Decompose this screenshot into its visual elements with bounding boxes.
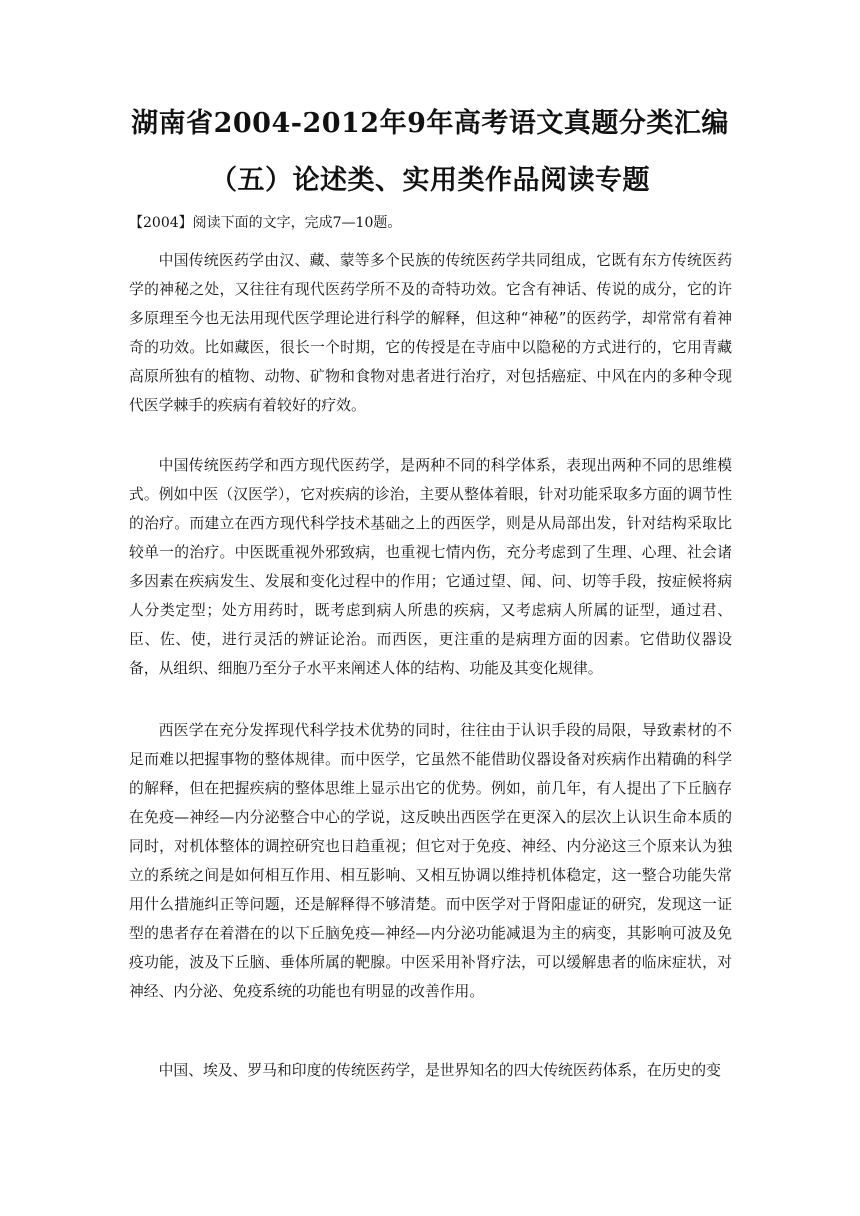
- document-title: 湖南省2004-2012年9年高考语文真题分类汇编: [131, 108, 729, 139]
- body-paragraph-3: 西医学在充分发挥现代科学技术优势的同时，往往由于认识手段的局限，导致素材的不足而难以把握事物的整体规律。而中医学，它虽然不能借助仪器设备对疾病作出精确的科学的解释，但在把握疾病的整体思维上显示出它的优势。例如，前几年，有人提出了下丘脑存在免疫—神经—内分泌整合中心的学说，这反映出西医学在更深入的层次上认识生命本质的同时，对机体整体的调控研究也日趋重视；但它对于免疫、神经、内分泌这三个原来认为独立的系统之间是如何相互作用、相互影响、又相互协调以维持机体稳定，这一整合功能失常用什么措施纠正等问题，还是解释得不够清楚。而中医学对于肾阳虚证的研究，发现这一证型的患者存在着潜在的以下丘脑免疫—神经—内分泌功能减退为主的病变，其影响可波及免疫功能，波及下丘脑、垂体所属的靶腺。中医采用补肾疗法，可以缓解患者的临床症状，对神经、内分泌、免疫系统的功能也有明显的改善作用。: [129, 722, 732, 1000]
- question-intro: 【2004】阅读下面的文字，完成7—10题。: [129, 215, 402, 231]
- body-paragraph-4: 中国、埃及、罗马和印度的传统医药学，是世界知名的四大传统医药体系，在历史的变: [158, 1062, 721, 1079]
- body-paragraph-2: 中国传统医药学和西方现代医药学，是两种不同的科学体系，表现出两种不同的思维模式。例如中医（汉医学），它对疾病的诊治，主要从整体着眼，针对功能采取多方面的调节性的治疗。而建立在西方现代科学技术基础之上的西医学，则是从局部出发，针对结构采取比较单一的治疗。中医既重视外邪致病，也重视七情内伤，充分考虑到了生理、心理、社会诸多因素在疾病发生、发展和变化过程中的作用；它通过望、闻、问、切等手段，按症候将病人分类定型；处方用药时，既考虑到病人所患的疾病，又考虑病人所属的证型，通过君、臣、佐、使，进行灵活的辨证论治。而西医，更注重的是病理方面的因素。它借助仪器设备，从组织、细胞乃至分子水平来阐述人体的结构、功能及其变化规律。: [129, 457, 732, 677]
- body-paragraph-1: 中国传统医药学由汉、藏、蒙等多个民族的传统医药学共同组成，它既有东方传统医药学的神秘之处，又往往有现代医药学所不及的奇特功效。它含有神话、传说的成分，它的许多原理至今也无法用现代医学理论进行科学的解释，但这种“神秘”的医药学，却常常有着神奇的功效。比如藏医，很长一个时期，它的传授是在寺庙中以隐秘的方式进行的，它用青藏高原所独有的植物、动物、矿物和食物对患者进行治疗，对包括癌症、中风在内的多种令现代医学棘手的疾病有着较好的疗效。: [129, 252, 732, 414]
- document-subtitle: （五）论述类、实用类作品阅读专题: [210, 165, 650, 196]
